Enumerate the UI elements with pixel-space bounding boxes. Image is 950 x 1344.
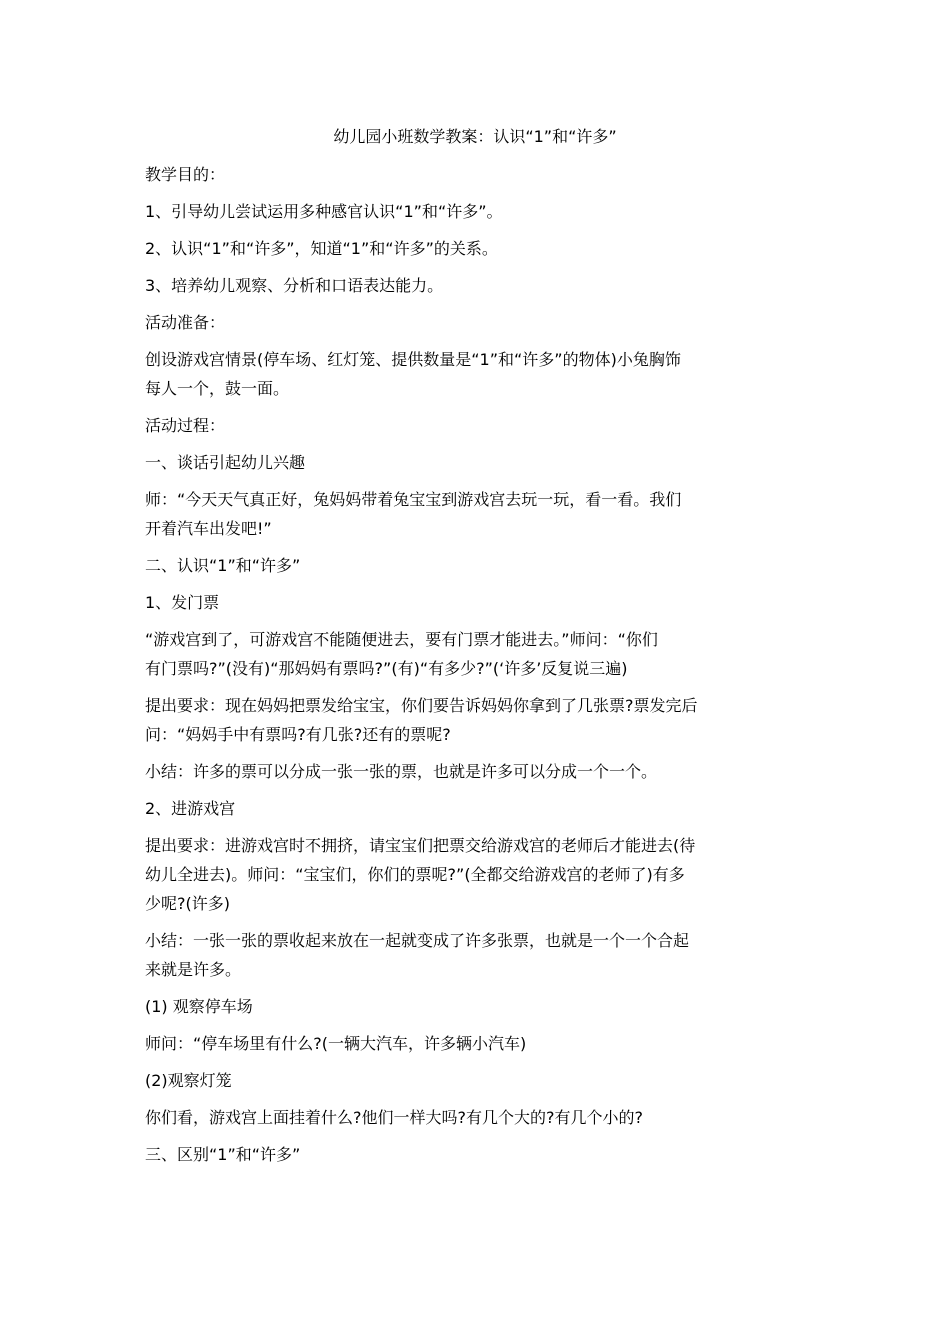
paragraph-line: 创设游戏宫情景(停车场、红灯笼、提供数量是“1”和“许多”的物体)小兔胸饰 <box>145 350 681 369</box>
paragraph-line: 小结：一张一张的票收起来放在一起就变成了许多张票，也就是一个一个合起 <box>145 931 690 950</box>
preparation-paragraph <box>145 345 805 403</box>
step-heading-2: 二、认识“1”和“许多” <box>145 556 301 575</box>
observe-lantern-question: 你们看，游戏宫上面挂着什么?他们一样大吗?有几个大的?有几个小的? <box>145 1108 643 1127</box>
paragraph-line: 幼儿全进去)。师问：“宝宝们，你们的票呢?”(全都交给游戏宫的老师了)有多 <box>145 865 685 884</box>
document-body <box>145 160 805 1177</box>
section-heading-objectives: 教学目的： <box>145 165 226 184</box>
paragraph-line: 师：“今天天气真正好，兔妈妈带着兔宝宝到游戏宫去玩一玩，看一看。我们 <box>145 490 682 509</box>
teacher-dialogue-paragraph <box>145 485 805 543</box>
paragraph-line: 来就是许多。 <box>145 960 242 979</box>
observe-lantern-heading: (2)观察灯笼 <box>145 1071 232 1090</box>
summary-paragraph-2 <box>145 926 805 984</box>
observe-parking-heading: (1) 观察停车场 <box>145 997 253 1016</box>
enter-requirement-paragraph <box>145 831 805 918</box>
step-heading-3: 三、区别“1”和“许多” <box>145 1145 301 1164</box>
observe-parking-question: 师问：“停车场里有什么?(一辆大汽车，许多辆小汽车) <box>145 1034 527 1053</box>
paragraph-line: 每人一个，鼓一面。 <box>145 379 290 398</box>
paragraph-line: “游戏宫到了，可游戏宫不能随便进去，要有门票才能进去。”师问：“你们 <box>145 630 658 649</box>
paragraph-line: 有门票吗?”(没有)“那妈妈有票吗?”(有)“有多少?”(‘许多’反复说三遍) <box>145 659 628 678</box>
sub-step-tickets: 1、发门票 <box>145 593 220 612</box>
section-heading-preparation: 活动准备： <box>145 313 226 332</box>
paragraph-line: 提出要求：现在妈妈把票发给宝宝，你们要告诉妈妈你拿到了几张票?票发完后 <box>145 696 698 715</box>
requirement-paragraph <box>145 691 805 749</box>
document-title: 幼儿园小班数学教案：认识“1”和“许多” <box>333 127 617 146</box>
objective-item-3: 3、培养幼儿观察、分析和口语表达能力。 <box>145 276 444 295</box>
tickets-dialogue-paragraph <box>145 625 805 683</box>
summary-line-1: 小结：许多的票可以分成一张一张的票，也就是许多可以分成一个一个。 <box>145 762 658 781</box>
paragraph-line: 开着汽车出发吧!” <box>145 519 272 538</box>
objective-item-1: 1、引导幼儿尝试运用多种感官认识“1”和“许多”。 <box>145 202 503 221</box>
step-heading-1: 一、谈话引起幼儿兴趣 <box>145 453 306 472</box>
sub-step-enter: 2、进游戏宫 <box>145 799 236 818</box>
paragraph-line: 提出要求：进游戏宫时不拥挤，请宝宝们把票交给游戏宫的老师后才能进去(待 <box>145 836 696 855</box>
paragraph-line: 问：“妈妈手中有票吗?有几张?还有的票呢? <box>145 725 451 744</box>
paragraph-line: 少呢?(许多) <box>145 894 230 913</box>
objective-item-2: 2、认识“1”和“许多”，知道“1”和“许多”的关系。 <box>145 239 498 258</box>
section-heading-process: 活动过程： <box>145 416 226 435</box>
